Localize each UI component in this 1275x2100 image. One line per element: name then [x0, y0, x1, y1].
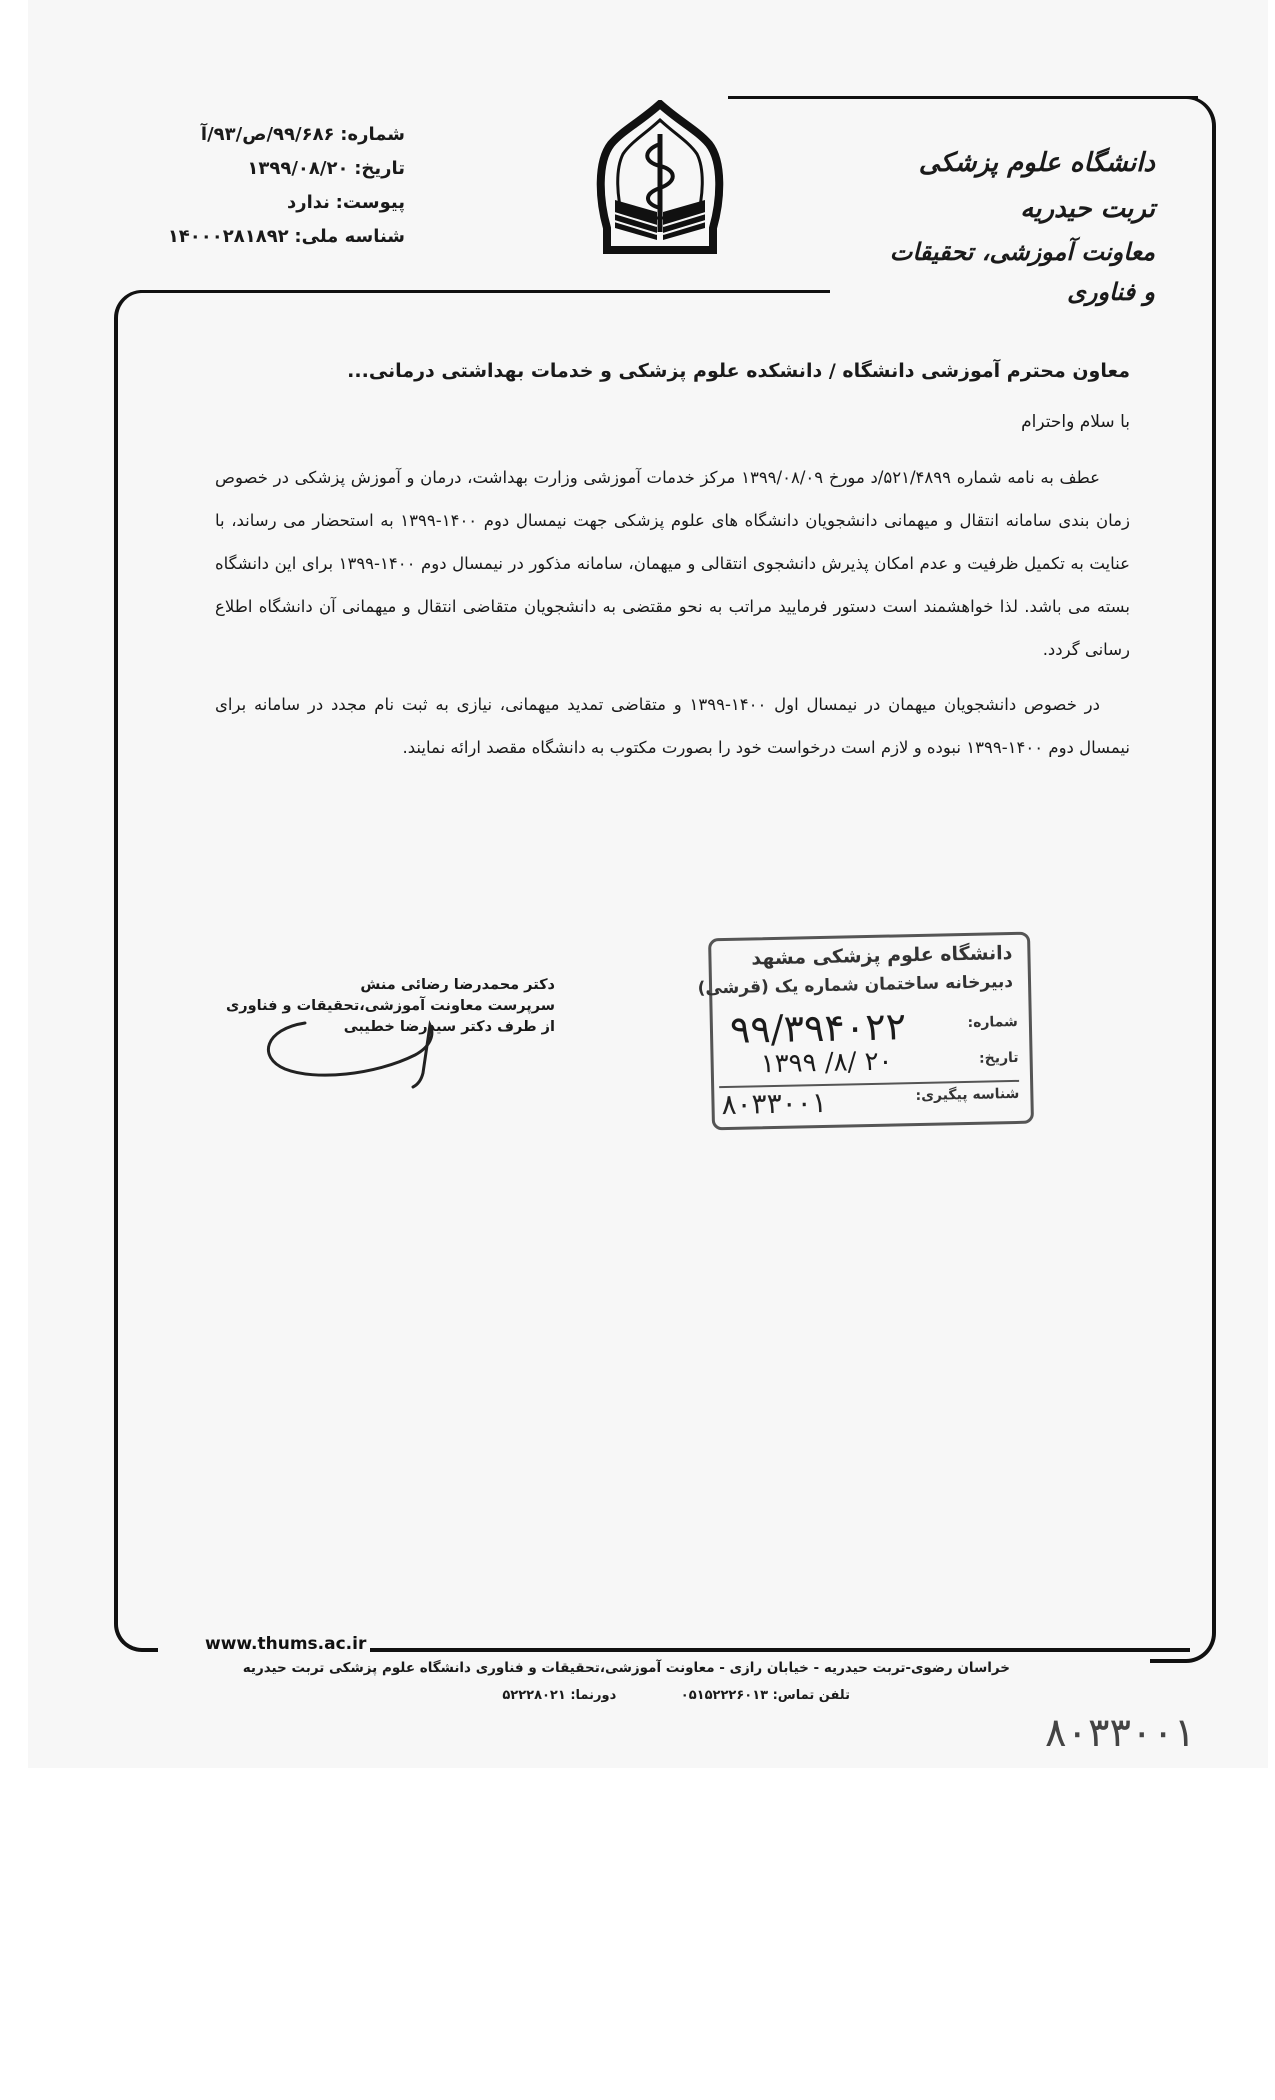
- footer-address: خراسان رضوی-تربت حیدریه - خیابان رازی - معاونت آموزشی،تحقیقات و فناوری دانشگاه علوم پزشکی تربت حیدریه: [242, 1660, 1010, 1676]
- website-link[interactable]: www.thums.ac.ir: [205, 1634, 367, 1654]
- letter-recipient: معاون محترم آموزشی دانشگاه / دانشکده علوم پزشکی و خدمات بهداشتی درمانی...: [347, 360, 1130, 382]
- stamp-date-label: تاریخ:: [978, 1049, 1019, 1067]
- letter-date-label: تاریخ:: [354, 158, 405, 179]
- stamp-subtitle: دبیرخانه ساختمان شماره یک (قرشی): [697, 971, 1014, 999]
- frame-right-border: [1150, 96, 1216, 1663]
- registry-stamp: [697, 932, 1032, 1129]
- frame-top-line: [728, 96, 1198, 99]
- attachment-label: پیوست:: [335, 192, 405, 213]
- letter-date-value: ۱۳۹۹/۰۸/۲۰: [247, 158, 349, 179]
- stamp-date-value: ۱۳۹۹ /۸/ ۲۰: [760, 1046, 893, 1080]
- letter-paragraph-1: عطف به نامه شماره ۵۲۱/۴۸۹۹/د مورخ ۱۳۹۹/۰۸/۰۹ مرکز خدمات آموزشی وزارت بهداشت، درمان و آموزش پزشکی در خصوص زمان بندی سامانه انتقال و میهمانی دانشجویان دانشگاه های علوم پزشکی جهت نیمسال دوم ۱۴۰۰-۱۳۹۹ به استحضار می رساند، با عنایت به تکمیل ظرفیت و عدم امکان پذیرش دانشجوی انتقالی و میهمان، سامانه مذکور در نیمسال دوم ۱۴۰۰-۱۳۹۹ برای این دانشگاه بسته می باشد. لذا خواهشمند است دستور فرمایید مراتب به نحو مقتضی به دانشجویان متقاضی انتقال و میهمانی آن دانشگاه اطلاع رسانی گردد.: [215, 468, 1130, 659]
- signature-scribble: [245, 995, 475, 1095]
- letter-greeting: با سلام واحترام: [1021, 412, 1130, 432]
- letter-number-row: [175, 118, 405, 152]
- signature-block: [225, 975, 565, 1095]
- stamp-number-value: ۹۹/۳۹۴۰۲۲: [729, 1004, 907, 1052]
- national-id-value: ۱۴۰۰۰۲۸۱۸۹۲: [167, 226, 289, 247]
- attachment-row: [175, 186, 405, 220]
- stamp-tracking-value: ۸۰۳۳۰۰۱: [721, 1085, 828, 1122]
- footer-contact: [470, 1688, 850, 1703]
- letter-number-label: شماره:: [340, 124, 405, 145]
- frame-bottom-line: [370, 1648, 1190, 1652]
- national-id-label: شناسه ملی:: [294, 226, 405, 247]
- signatory-title: سرپرست معاونت آموزشی،تحقیقات و فناوری: [225, 998, 555, 1014]
- letter-paragraph-2: در خصوص دانشجویان میهمان در نیمسال اول ۱۴۰۰-۱۳۹۹ و متقاضی تمدید میهمانی، نیازی به ثبت نام مجدد در سامانه برای نیمسال دوم ۱۴۰۰-۱۳۹۹ نبوده و لازم است درخواست خود را بصورت مکتوب به دانشگاه مقصد ارائه نمایند.: [215, 695, 1130, 757]
- signatory-behalf: از طرف دکتر سیدرضا خطیبی: [343, 1019, 555, 1035]
- vice-chancellor-name: معاونت آموزشی، تحقیقات و فناوری: [889, 237, 1155, 306]
- letter-metadata: [167, 118, 405, 254]
- stamp-number-label: شماره:: [967, 1013, 1019, 1031]
- letter-date-row: [175, 152, 405, 186]
- attachment-value: ندارد: [286, 192, 330, 213]
- letter-body: [215, 360, 1130, 781]
- university-logo: [585, 100, 735, 260]
- handwritten-note: ۸۰۳۳۰۰۱: [1045, 1710, 1196, 1756]
- frame-left-border: [114, 290, 158, 1652]
- footer-fax: دورنما: ۵۲۲۲۸۰۲۱: [502, 1688, 617, 1703]
- university-name: دانشگاه علوم پزشکی تربت حیدریه: [918, 148, 1155, 224]
- blank-area: [0, 1768, 1275, 2100]
- national-id-row: [167, 220, 405, 254]
- frame-middle-line: [140, 290, 830, 293]
- institution-name: [880, 140, 1155, 312]
- stamp-title: دانشگاه علوم پزشکی مشهد: [751, 942, 1013, 970]
- letter-number-value: ۹۹/۶۸۶/ص/۹۳/آ: [200, 124, 335, 145]
- signatory-name: دکتر محمدرضا رضائی منش: [360, 977, 555, 993]
- footer-phone: تلفن تماس: ۰۵۱۵۲۲۲۶۰۱۳: [680, 1688, 850, 1703]
- stamp-tracking-label: شناسه پیگیری:: [915, 1085, 1020, 1105]
